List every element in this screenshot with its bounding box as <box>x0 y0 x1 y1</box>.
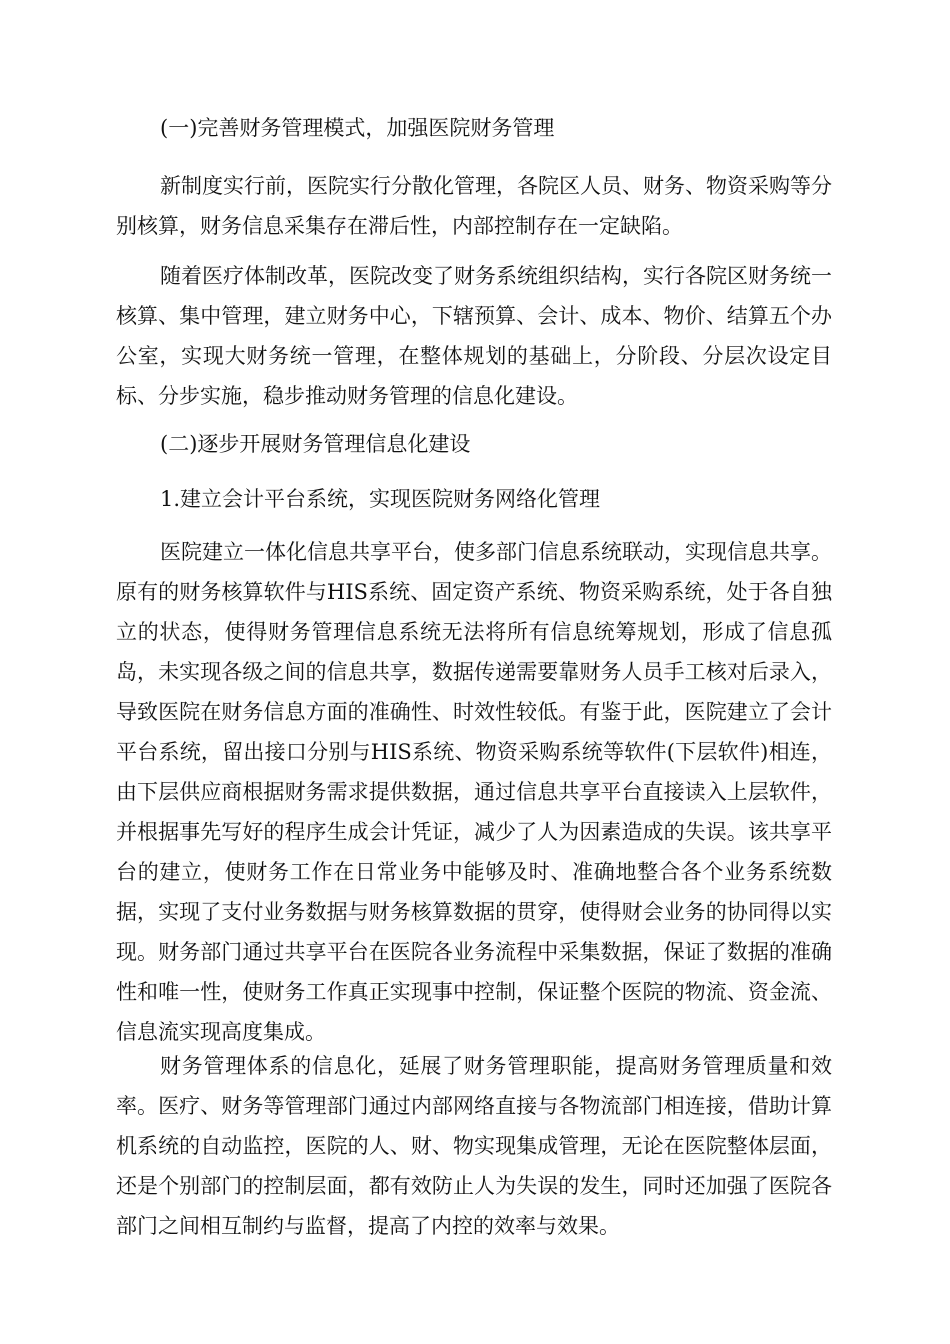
subsection-heading-1: 1.建立会计平台系统，实现医院财务网络化管理 <box>160 487 601 511</box>
section-heading-2: (二)逐步开展财务管理信息化建设 <box>160 432 471 456</box>
paragraph-3-block <box>116 532 832 1052</box>
paragraph-2: 随着医疗体制改革，医院改变了财务系统组织结构，实行各院区财务统一核算、集中管理，建立财务中心，下辖预算、会计、成本、物价、结算五个办公室，实现大财务统一管理，在整体规划的基础上，分阶段、分层次设定目标、分步实施，稳步推动财务管理的信息化建设。 <box>116 264 832 408</box>
paragraph-1-block <box>116 166 832 246</box>
paragraph-2-block <box>116 256 832 416</box>
paragraph-1: 新制度实行前，医院实行分散化管理，各院区人员、财务、物资采购等分别核算，财务信息采集存在滞后性，内部控制存在一定缺陷。 <box>116 174 832 238</box>
paragraph-4-block <box>116 1046 832 1246</box>
paragraph-3: 医院建立一体化信息共享平台，使多部门信息系统联动，实现信息共享。原有的财务核算软件与HIS系统、固定资产系统、物资采购系统，处于各自独立的状态，使得财务管理信息系统无法将所有信息统筹规划，形成了信息孤岛，未实现各级之间的信息共享，数据传递需要靠财务人员手工核对后录入，导致医院在财务信息方面的准确性、时效性较低。有鉴于此，医院建立了会计平台系统，留出接口分别与HIS系统、物资采购系统等软件(下层软件)相连，由下层供应商根据财务需求提供数据，通过信息共享平台直接读入上层软件，并根据事先写好的程序生成会计凭证，减少了人为因素造成的失误。该共享平台的建立，使财务工作在日常业务中能够及时、准确地整合各个业务系统数据，实现了支付业务数据与财务核算数据的贯穿，使得财会业务的协同得以实现。财务部门通过共享平台在医院各业务流程中采集数据，保证了数据的准确性和唯一性，使财务工作真正实现事中控制，保证整个医院的物流、资金流、信息流实现高度集成。 <box>116 540 832 1044</box>
paragraph-4: 财务管理体系的信息化，延展了财务管理职能，提高财务管理质量和效率。医疗、财务等管理部门通过内部网络直接与各物流部门相连接，借助计算机系统的自动监控，医院的人、财、物实现集成管理，无论在医院整体层面，还是个别部门的控制层面，都有效防止人为失误的发生，同时还加强了医院各部门之间相互制约与监督，提高了内控的效率与效果。 <box>116 1054 832 1238</box>
section-heading-1: (一)完善财务管理模式，加强医院财务管理 <box>160 116 555 140</box>
